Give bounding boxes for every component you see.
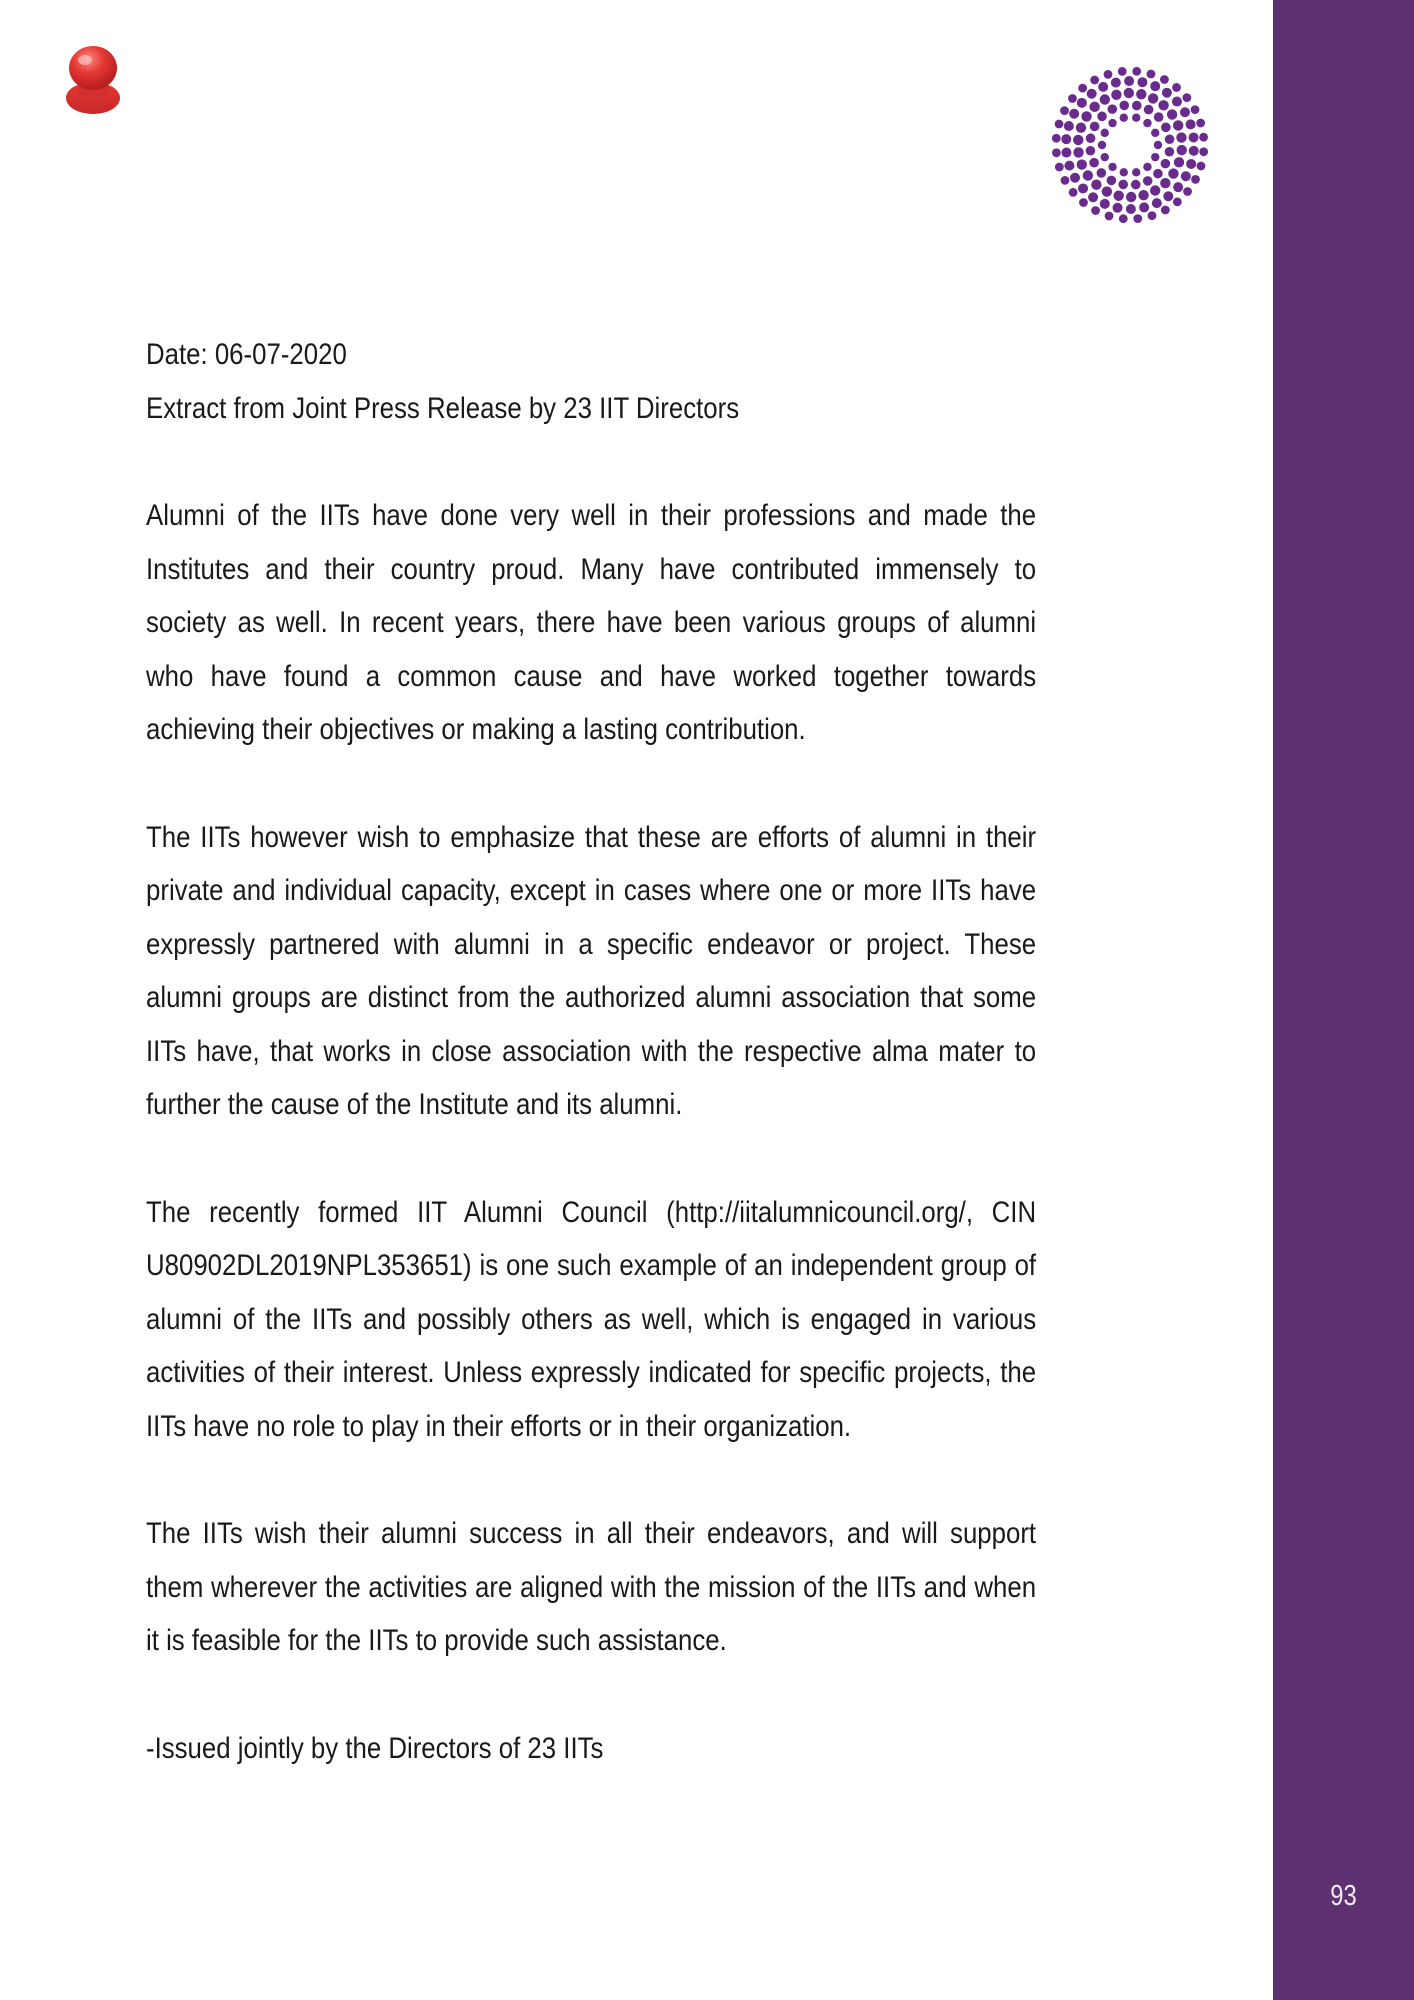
paragraph-4: The IITs wish their alumni success in all their endeavors, and will support them wherever the activities are aligned with the mission of the IITs and when it is feasible for the IITs to provide such assistance. bbox=[146, 1517, 1037, 1657]
dotted-sun-logo bbox=[1050, 65, 1210, 225]
signature-line: -Issued jointly by the Directors of 23 IITs bbox=[146, 1731, 604, 1765]
date-line: Date: 06-07-2020 bbox=[146, 338, 347, 371]
right-sidebar bbox=[1273, 0, 1414, 2000]
paragraph-1: Alumni of the IITs have done very well in their professions and made the Institutes and their country proud. Many have contributed immensely to society as well. In recent years, there have been various groups of alumni who have found a common cause and have worked together towards achieving their objectives or making a lasting contribution. bbox=[146, 499, 1037, 746]
pushpin-icon bbox=[60, 40, 130, 120]
document-subtitle: Extract from Joint Press Release by 23 IIT Directors bbox=[146, 391, 740, 425]
page-number: 93 bbox=[1330, 1880, 1357, 1912]
document-body bbox=[146, 328, 1036, 1775]
paragraph-3: The recently formed IIT Alumni Council (http://iitalumnicouncil.org/, CIN U80902DL2019NPL353651) is one such example of an independent group of alumni of the IITs and possibly others as well, which is engaged in various activities of their interest. Unless expressly indicated for specific projects, the IITs have no role to play in their efforts or in their organization. bbox=[146, 1195, 1037, 1443]
paragraph-2: The IITs however wish to emphasize that these are efforts of alumni in their private and individual capacity, except in cases where one or more IITs have expressly partnered with alumni in a specific endeavor or project. These alumni groups are distinct from the authorized alumni association that some IITs have, that works in close association with the respective alma mater to further the cause of the Institute and its alumni. bbox=[146, 820, 1037, 1121]
